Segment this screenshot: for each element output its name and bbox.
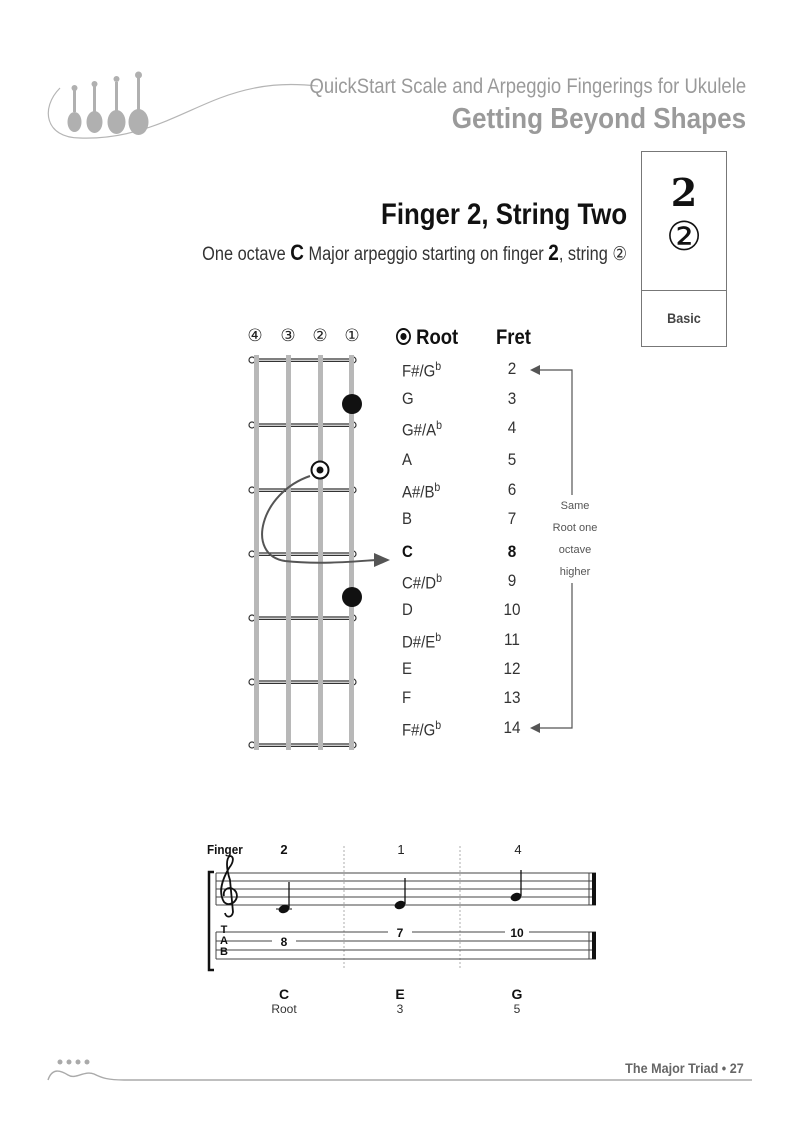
chord-name-3: G <box>511 986 523 1002</box>
fret-number: 12 <box>503 659 521 678</box>
note-name: C <box>402 542 413 561</box>
note-name: F <box>402 688 412 707</box>
note-name: $F\#/G^b$ <box>402 359 442 381</box>
fret-number: 6 <box>507 480 517 499</box>
note-name: A <box>402 450 412 469</box>
chord-degree-2: 3 <box>396 1002 404 1016</box>
badge-finger: 2 <box>670 170 698 215</box>
fret-number: 2 <box>507 359 517 378</box>
note-name: $C\#/D^b$ <box>402 571 442 593</box>
badge-string: ② <box>666 214 702 260</box>
fret-number: 8 <box>507 542 517 561</box>
header-subtitle: QuickStart Scale and Arpeggio Fingerings for Ukulele <box>309 75 746 98</box>
root-symbol-icon <box>396 328 411 345</box>
fret-number: 7 <box>507 509 517 528</box>
note-name: $F\#/G^b$ <box>402 718 442 740</box>
chord-degree-3: 5 <box>513 1002 521 1016</box>
octave-note: Same Root one octave higher <box>540 495 610 583</box>
finger-number-3: 4 <box>514 842 522 857</box>
footer-page-label: The Major Triad • 27 <box>625 1060 744 1076</box>
header-title: Getting Beyond Shapes <box>451 103 746 135</box>
page-subtitle: One octave C Major arpeggio starting on finger 2, string ② <box>202 240 627 265</box>
string-label-1: ① <box>344 326 360 346</box>
page-title: Finger 2, String Two <box>380 198 627 231</box>
fret-number: 14 <box>503 718 521 737</box>
chord-name-2: E <box>395 986 405 1002</box>
note-name: E <box>402 659 412 678</box>
tab-fret-3: 10 <box>505 927 529 939</box>
fret-number: 10 <box>503 600 521 619</box>
fret-number: 13 <box>503 688 521 707</box>
fret-number: 5 <box>507 450 517 469</box>
string-label-2: ② <box>312 326 328 346</box>
finger-label: Finger <box>207 842 243 857</box>
badge-level: Basic <box>667 310 701 326</box>
root-header: Root <box>396 326 458 350</box>
fret-number: 11 <box>504 630 520 649</box>
string-label-4: ④ <box>247 326 263 346</box>
staff-notation <box>200 840 610 980</box>
note-name: $A\#/B^b$ <box>402 480 441 502</box>
note-name: $G\#/A^b$ <box>402 418 442 440</box>
fret-number: 9 <box>507 571 517 590</box>
note-name: D <box>402 600 413 619</box>
fret-number: 3 <box>507 389 517 408</box>
level-badge <box>641 151 727 347</box>
note-name: $D\#/E^b$ <box>402 630 442 652</box>
tab-fret-1: 8 <box>272 936 296 948</box>
chord-degree-1: Root <box>271 1002 297 1016</box>
fretboard-diagram <box>240 355 400 755</box>
string-label-3: ③ <box>280 326 296 346</box>
tab-fret-2: 7 <box>388 927 412 939</box>
ukulele-logo <box>40 68 330 148</box>
note-name: B <box>402 509 412 528</box>
chord-name-1: C <box>278 986 290 1002</box>
finger-number-2: 1 <box>397 842 405 857</box>
tab-clef: T A B <box>220 924 228 958</box>
fret-number: 4 <box>507 418 517 437</box>
finger-number-1: 2 <box>280 842 288 857</box>
note-name: G <box>402 389 414 408</box>
badge-divider <box>642 290 726 291</box>
fret-header: Fret <box>496 326 531 349</box>
